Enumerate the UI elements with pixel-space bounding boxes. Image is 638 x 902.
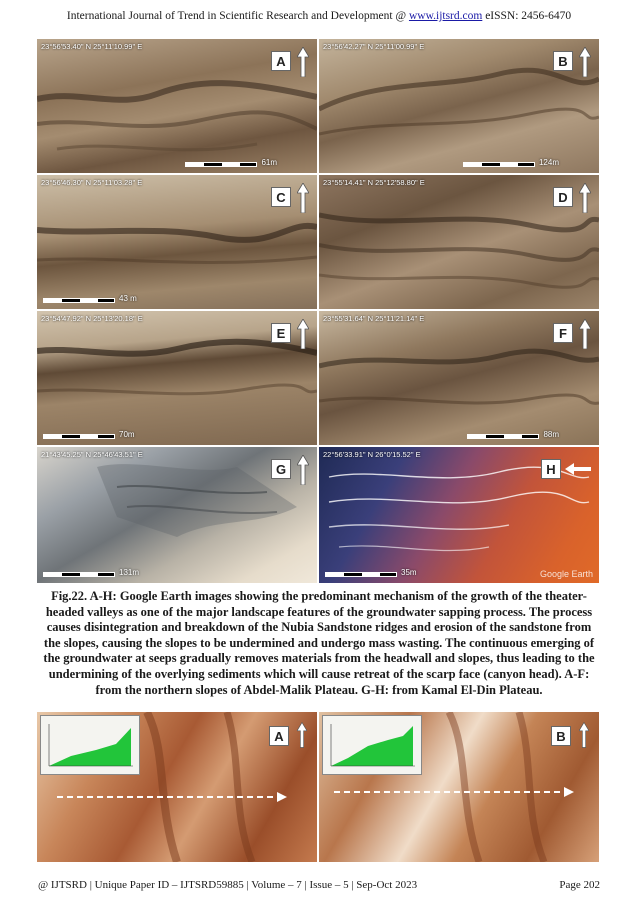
coordinate-label: 23°56'53.40" N 25°11'10.99" E xyxy=(41,42,143,51)
journal-url-link[interactable]: www.ijtsrd.com xyxy=(408,10,483,22)
coordinate-label: 22°56'33.91" N 26°0'15.52" E xyxy=(323,450,421,459)
journal-name: International Journal of Trend in Scientific Research and Development @ xyxy=(66,10,407,22)
panel-h xyxy=(319,447,599,583)
panel-letter: G xyxy=(271,459,291,479)
scale-bar: 35m xyxy=(325,568,417,577)
north-arrow-icon xyxy=(297,722,307,748)
panel-b xyxy=(319,39,599,173)
panel-letter: A xyxy=(269,726,289,746)
google-earth-watermark: Google Earth xyxy=(539,569,593,579)
scale-bar: 88m xyxy=(467,430,559,439)
coordinate-label: 23°56'42.27" N 25°11'00.99" E xyxy=(323,42,425,51)
north-arrow-icon xyxy=(297,183,309,213)
north-arrow-icon xyxy=(579,319,591,349)
bottom-panel-a xyxy=(37,712,317,862)
page-footer xyxy=(38,879,600,891)
panel-letter: H xyxy=(541,459,561,479)
footer-info: @ IJTSRD | Unique Paper ID – IJTSRD59885 | Volume – 7 | Issue – 5 | Sep-Oct 2023 xyxy=(38,879,418,891)
panel-e xyxy=(37,311,317,445)
north-arrow-icon xyxy=(579,183,591,213)
elevation-profile-inset xyxy=(322,715,422,775)
panel-g xyxy=(37,447,317,583)
figure-caption: Fig.22. A-H: Google Earth images showing the predominant mechanism of the growth of the theater-headed valleys as one of the major landscape features of the groundwater sapping process. The process causes disintegration and breakdown of the Nubia Sandstone ridges and erosion of the sandstone from the slopes, causing the slopes to be undermined and undergo mass wasting. The continuous emerging of the groundwater at seeps gradually removes materials from the headwall and slopes, thus leading to the undermining of the overlying sediments which will cause retreat of the scarp face (canyon head). A-F: from the northern slopes of Abdel-Malik Plateau. G-H: from Kamal El-Din Plateau. xyxy=(43,589,595,697)
coordinate-label: 21°43'45.25" N 25°46'43.51" E xyxy=(41,450,143,459)
scale-bar: 61m xyxy=(185,158,277,167)
coordinate-label: 23°54'47.92" N 25°13'20.18" E xyxy=(41,314,143,323)
scale-bar: 70m xyxy=(43,430,135,439)
north-arrow-icon xyxy=(297,47,309,77)
panel-f xyxy=(319,311,599,445)
panel-letter: B xyxy=(553,51,573,71)
page-header xyxy=(0,10,638,22)
panel-letter: A xyxy=(271,51,291,71)
panel-letter: F xyxy=(553,323,573,343)
panel-c xyxy=(37,175,317,309)
figure-23-grid xyxy=(37,712,599,862)
bottom-panel-b xyxy=(319,712,599,862)
panel-a xyxy=(37,39,317,173)
coordinate-label: 23°55'31.64" N 25°11'21.14" E xyxy=(323,314,425,323)
coordinate-label: 23°56'46.30" N 25°11'03.28" E xyxy=(41,178,143,187)
north-arrow-icon xyxy=(579,722,589,748)
panel-letter: C xyxy=(271,187,291,207)
scale-bar: 124m xyxy=(463,158,559,167)
issn: eISSN: 2456-6470 xyxy=(485,10,572,22)
panel-letter: D xyxy=(553,187,573,207)
elevation-profile-inset xyxy=(40,715,140,775)
coordinate-label: 23°55'14.41" N 25°12'58.80" E xyxy=(323,178,425,187)
panel-d xyxy=(319,175,599,309)
north-arrow-icon xyxy=(297,455,309,485)
panel-letter: E xyxy=(271,323,291,343)
scale-bar: 131m xyxy=(43,568,139,577)
north-arrow-icon xyxy=(579,47,591,77)
panel-letter: B xyxy=(551,726,571,746)
north-arrow-icon xyxy=(297,319,309,349)
arrow-left-icon xyxy=(565,463,591,475)
page-number: Page 202 xyxy=(559,879,600,891)
scale-bar: 43 m xyxy=(43,294,137,303)
